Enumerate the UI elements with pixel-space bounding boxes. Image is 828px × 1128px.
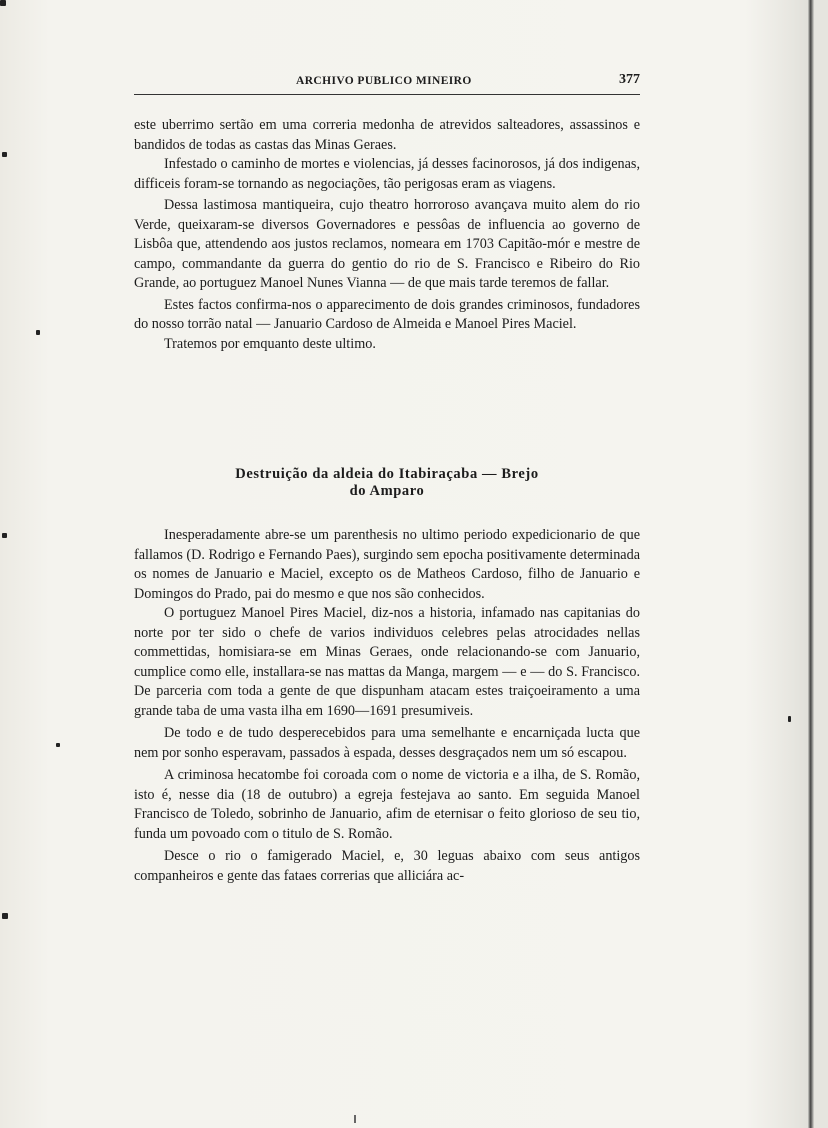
- scan-mark: [788, 716, 791, 722]
- paragraph: este uberrimo sertão em uma correria medonha de atrevidos salteadores, assassinos e bandidos de todas as castas das Minas Geraes.: [134, 117, 640, 153]
- paragraph: Inesperadamente abre-se um parenthesis no ultimo periodo expedicionario de que fallamos (D. Rodrigo e Fernando Paes), surgindo sem epocha positivamente determinada os nomes de Januario e Maciel, excepto os de Matheos Cardoso, filho de Januario e Domingos do Prado, pai do mesmo e que nos são conhecidos.: [134, 527, 640, 602]
- scan-mark: [2, 152, 7, 157]
- paragraph: Dessa lastimosa mantiqueira, cujo theatro horroroso avançava muito alem do rio Verde, queixaram-se diversos Governadores e pessôas de influencia ao governo de Lisbôa que, attendendo aos justos reclamos, nomeara em 1703 Capitão-mór e mestre de campo, commandante da guerra do gentio do rio de S. Francisco e Ribeiro do Rio Grande, ao portuguez Manoel Nunes Vianna — de que mais tarde teremos de fallar.: [134, 197, 640, 291]
- scan-mark: [36, 330, 40, 335]
- scan-mark: [2, 533, 7, 538]
- paragraph: Infestado o caminho de mortes e violencias, já desses facinorosos, já dos indigenas, difficeis foram-se tornando as negociações, tão perigosas eram as viagens.: [134, 156, 640, 192]
- heading-line-2: do Amparo: [349, 483, 425, 499]
- scan-mark: [2, 913, 8, 919]
- paragraph: O portuguez Manoel Pires Maciel, diz-nos a historia, infamado nas capitanias do norte por ter sido o chefe de varios individuos celebres pelas atrocidades nellas commettidas, homisiara-se em Minas Geraes, onde relacionando-se com Januario, cumplice como elle, installara-se nas mattas da Manga, margem — e — do S. Francisco. De parceria com toda a gente de que dispunham atacam estes traiçoeiramento a uma grande taba de uma vasta ilha em 1690—1691 presumiveis.: [134, 605, 640, 719]
- scan-mark: [56, 743, 60, 747]
- paragraph: Desce o rio o famigerado Maciel, e, 30 leguas abaixo com seus antigos companheiros e gente das fataes correrias que alliciára ac-: [134, 848, 640, 884]
- scan-mark: [0, 0, 6, 6]
- paragraph: Estes factos confirma-nos o apparecimento de dois grandes criminosos, fundadores do nosso torrão natal — Januario Cardoso de Almeida e Manoel Pires Maciel.: [134, 296, 640, 332]
- running-header: [134, 72, 640, 95]
- paragraph: A criminosa hecatombe foi coroada com o nome de victoria e a ilha, de S. Romão, isto é, nesse dia (18 de outubro) a egreja festejava ao santo. Em seguida Manoel Francisco de Toledo, sobrinho de Januario, afim de eternisar o feito glorioso de seu tio, funda um povoado com o titulo de S. Romão.: [134, 767, 640, 842]
- paragraph: De todo e de tudo desperecebidos para uma semelhante e encarniçada lucta que nem por sonho esperavam, passados à espada, desses desgraçados nem um só escapou.: [134, 725, 640, 761]
- heading-line-1: Destruição da aldeia do Itabiraçaba — Brejo: [235, 466, 539, 482]
- paragraph: Tratemos por emquanto deste ultimo.: [164, 335, 376, 352]
- section-1-text: [134, 116, 640, 354]
- section-heading: [134, 466, 640, 500]
- page-number: 377: [619, 72, 640, 87]
- binding-shadow: [808, 0, 814, 1128]
- page-edge: [814, 0, 828, 1128]
- scan-mark: [354, 1115, 356, 1123]
- section-2-text: [134, 526, 640, 886]
- header-title: ARCHIVO PUBLICO MINEIRO: [296, 75, 472, 87]
